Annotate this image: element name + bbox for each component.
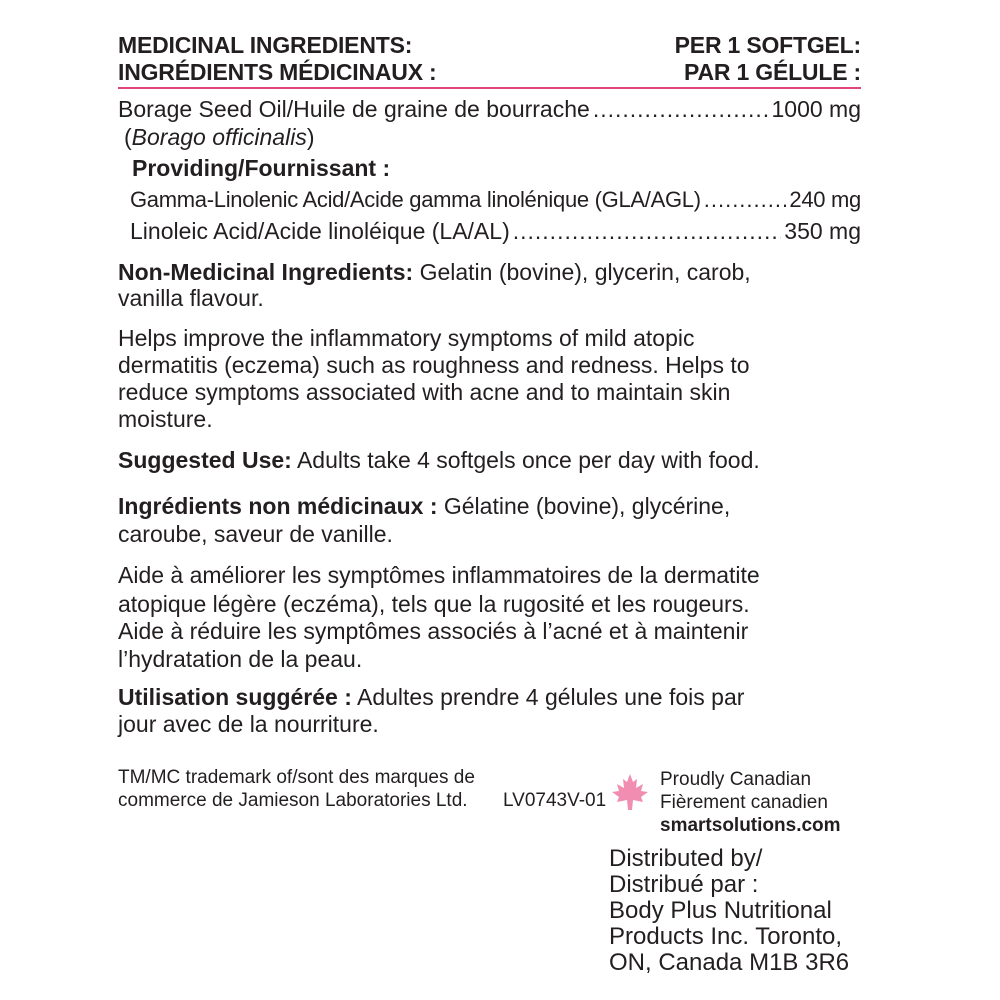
en-claim-line: Helps improve the inflammatory symptoms of mild atopic — [118, 325, 695, 351]
website: smartsolutions.com — [660, 815, 841, 836]
ingredient-latin: (Borago officinalis) — [124, 124, 315, 150]
distributor-line: Body Plus Nutritional — [609, 897, 832, 924]
en-claim-line: moisture. — [118, 406, 213, 432]
ingredient-sub-row — [130, 218, 861, 244]
trademark-line2: commerce de Jamieson Laboratories Ltd. — [118, 790, 468, 811]
ingredient-main-amount: 1000 mg — [771, 96, 861, 122]
distributor-line: Distributed by/ — [609, 845, 763, 872]
header-rule — [118, 87, 861, 89]
fr-claim-line: Aide à améliorer les symptômes inflammatoires de la dermatite — [118, 562, 760, 588]
en-claim-line: dermatitis (eczema) such as roughness and redness. Helps to — [118, 352, 750, 378]
distributor-block — [609, 846, 849, 976]
ingredient-sub-amount: 240 mg — [789, 187, 861, 212]
distributor-line: ON, Canada M1B 3R6 — [609, 949, 850, 976]
fr-claim-line: Aide à réduire les symptômes associés à l’acné et à maintenir — [118, 618, 749, 644]
leader-dots — [513, 218, 782, 244]
ingredient-main-name: Borage Seed Oil/Huile de graine de bourrache — [118, 96, 590, 122]
label-code: LV0743V-01 — [503, 790, 607, 811]
providing-label: Providing/Fournissant : — [132, 155, 391, 181]
distributor-line: Products Inc. Toronto, — [609, 923, 843, 950]
en-nonmed-line2: vanilla flavour. — [118, 285, 264, 311]
proud-fr: Fièrement canadien — [660, 792, 828, 813]
fr-suggested-use-line2: jour avec de la nourriture. — [118, 711, 379, 737]
maple-leaf-icon — [610, 772, 650, 812]
header-left-en: MEDICINAL INGREDIENTS: — [118, 32, 413, 58]
leader-dots — [593, 96, 769, 122]
ingredient-sub-row — [130, 187, 861, 213]
ingredient-sub-name: Linoleic Acid/Acide linoléique (LA/AL) — [130, 218, 510, 244]
trademark-line1: TM/MC trademark of/sont des marques de — [118, 767, 475, 788]
ingredient-main-row — [118, 96, 861, 122]
fr-nonmed-line2: caroube, saveur de vanille. — [118, 521, 393, 547]
distributor-line: Distribué par : — [609, 871, 759, 898]
en-nonmed-line1: Non-Medicinal Ingredients: Gelatin (bovine), glycerin, carob, — [118, 259, 751, 285]
fr-nonmed-line1: Ingrédients non médicinaux : Gélatine (bovine), glycérine, — [118, 493, 731, 519]
ingredient-sub-amount: 350 mg — [784, 218, 861, 244]
header-left-fr: INGRÉDIENTS MÉDICINAUX : — [118, 59, 437, 85]
en-suggested-use: Suggested Use: Adults take 4 softgels once per day with food. — [118, 447, 760, 473]
header-right-fr: PAR 1 GÉLULE : — [684, 59, 861, 85]
ingredient-sub-name: Gamma-Linolenic Acid/Acide gamma linolénique (GLA/AGL) — [130, 187, 701, 212]
leader-dots — [704, 187, 787, 213]
en-claim-line: reduce symptoms associated with acne and to maintain skin — [118, 379, 731, 405]
fr-claim-line: l’hydratation de la peau. — [118, 646, 363, 672]
fr-suggested-use-line1: Utilisation suggérée : Adultes prendre 4 gélules une fois par — [118, 684, 745, 710]
proud-en: Proudly Canadian — [660, 769, 812, 790]
fr-claim-line: atopique légère (eczéma), tels que la rugosité et les rougeurs. — [118, 591, 750, 617]
header-right-en: PER 1 SOFTGEL: — [674, 32, 861, 58]
